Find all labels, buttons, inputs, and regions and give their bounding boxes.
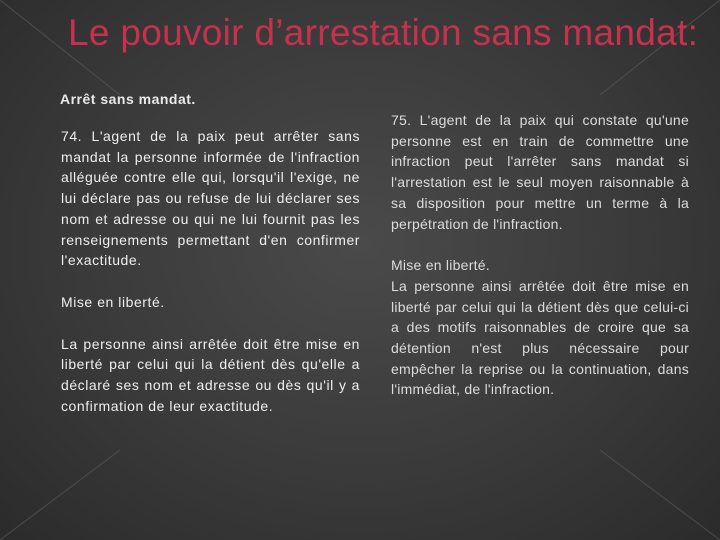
- article-75-text: 75. L'agent de la paix qui constate qu'une personne est en train de commettre une infraction peut l'arrêter sans mandat si l'arrestation est le seul moyen raisonnable à sa disposition pour mettre un terme à la perpétration de l'infraction.: [391, 112, 689, 232]
- slide-title: Le pouvoir d’arrestation sans mandat:: [68, 12, 699, 53]
- slide-subtitle: Arrêt sans mandat.: [60, 91, 196, 107]
- right-release-text: La personne ainsi arrêtée doit être mise en liberté par celui qui la détient dès que celui-ci a des motifs raisonnables de croire que sa détention n'est plus nécessaire pour empêcher la reprise ou la continuation, dans l'immédiat, de l'infraction.: [391, 277, 689, 398]
- left-column: [61, 126, 360, 416]
- left-release-text: La personne ainsi arrêtée doit être mise en liberté par celui qui la détient dès qu'elle a déclaré ses nom et adresse ou dès qu'il y a confirmation de leur exactitude.: [61, 335, 360, 414]
- right-release-heading: Mise en liberté.: [391, 257, 490, 274]
- right-column: [391, 110, 689, 400]
- article-74-text: 74. L'agent de la paix peut arrêter sans mandat la personne informée de l'infraction alléguée contre elle qui, lorsqu'il l'exige, ne lui déclare pas ou refuse de lui déclarer ses nom et adresse ou qui ne lui fournit pas les renseignements permettant d'en confirmer l'exactitude.: [61, 128, 360, 269]
- left-release-heading: Mise en liberté.: [61, 293, 165, 310]
